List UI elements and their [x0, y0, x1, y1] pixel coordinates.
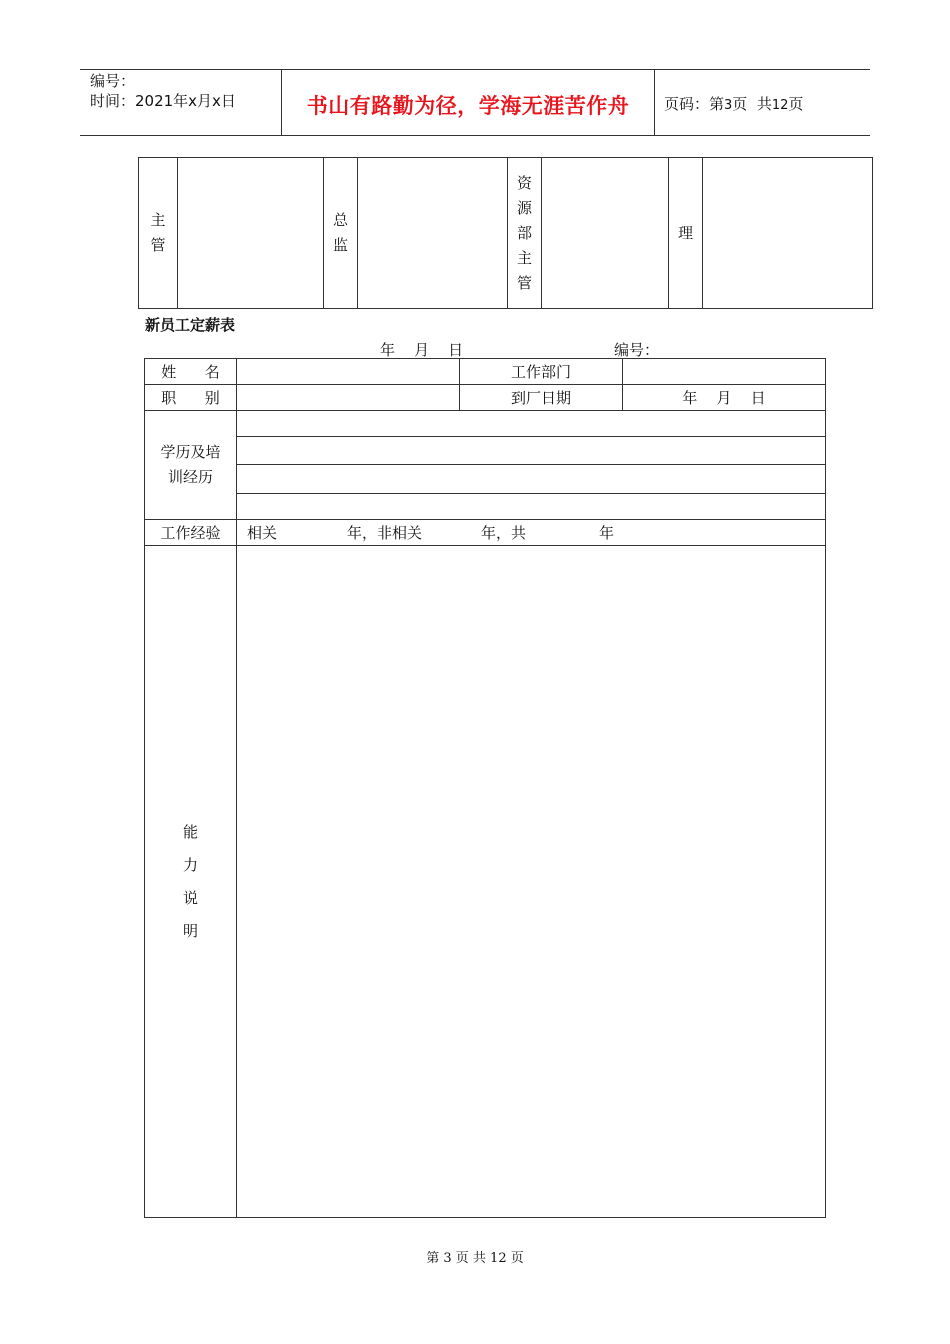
salary-form-table	[144, 358, 826, 1218]
signature-table	[138, 157, 873, 309]
header-page-indicator	[664, 93, 803, 114]
ability-label: 能力说明	[145, 546, 237, 1218]
experience-year-suffix: 年	[599, 524, 615, 542]
experience-related: 相关	[247, 524, 278, 542]
header-meta	[90, 71, 236, 111]
position-label: 职 别	[145, 385, 237, 411]
sig-field-supervisor[interactable]	[178, 158, 324, 309]
page-footer: 第 3 页 共 12 页	[426, 1251, 524, 1266]
position-field[interactable]	[237, 385, 460, 411]
ability-field[interactable]	[237, 546, 826, 1218]
education-line[interactable]	[237, 494, 826, 520]
experience-non-related: 年，非相关	[347, 524, 423, 542]
form-date-label: 年 月 日	[380, 341, 464, 359]
sig-field-director[interactable]	[358, 158, 508, 309]
page-total: 12	[771, 98, 789, 113]
department-field[interactable]	[623, 359, 826, 385]
form-row-position	[145, 385, 826, 411]
form-title: 新员工定薪表	[145, 316, 236, 334]
name-field[interactable]	[237, 359, 460, 385]
experience-label: 工作经验	[145, 520, 237, 546]
sig-label-director: 总监	[324, 158, 358, 309]
sig-label-supervisor: 主管	[139, 158, 178, 309]
department-label: 工作部门	[460, 359, 623, 385]
experience-field[interactable]	[237, 520, 826, 546]
header-bottom-rule	[80, 135, 870, 136]
page-mid: 页 共	[732, 95, 772, 113]
experience-total: 年，共	[481, 524, 527, 542]
arrival-date-label: 到厂日期	[460, 385, 623, 411]
page-prefix: 页码：第	[664, 95, 725, 113]
name-label: 姓 名	[145, 359, 237, 385]
sig-label-manager: 理	[669, 158, 703, 309]
header-time-label: 时间：2021年x月x日	[90, 92, 236, 110]
sig-label-hr-supervisor: 资源部主管	[508, 158, 542, 309]
page-current: 3	[724, 98, 733, 113]
form-row-ability	[145, 546, 826, 1218]
education-line[interactable]	[237, 465, 826, 494]
header-top-rule	[80, 69, 870, 70]
education-line[interactable]	[237, 437, 826, 465]
education-line[interactable]	[237, 411, 826, 437]
arrival-date-field[interactable]: 年 月 日	[623, 385, 826, 411]
form-row-name	[145, 359, 826, 385]
education-label: 学历及培训经历	[145, 411, 237, 520]
header-divider	[654, 69, 655, 136]
sig-field-manager[interactable]	[703, 158, 873, 309]
form-row-education	[145, 411, 826, 437]
sig-field-hr-supervisor[interactable]	[542, 158, 669, 309]
form-row-experience	[145, 520, 826, 546]
header-motto: 书山有路勤为径，学海无涯苦作舟	[306, 94, 630, 118]
header-number-label: 编号：	[90, 72, 136, 90]
page-suffix: 页	[788, 95, 804, 113]
form-number-label: 编号：	[614, 341, 660, 359]
